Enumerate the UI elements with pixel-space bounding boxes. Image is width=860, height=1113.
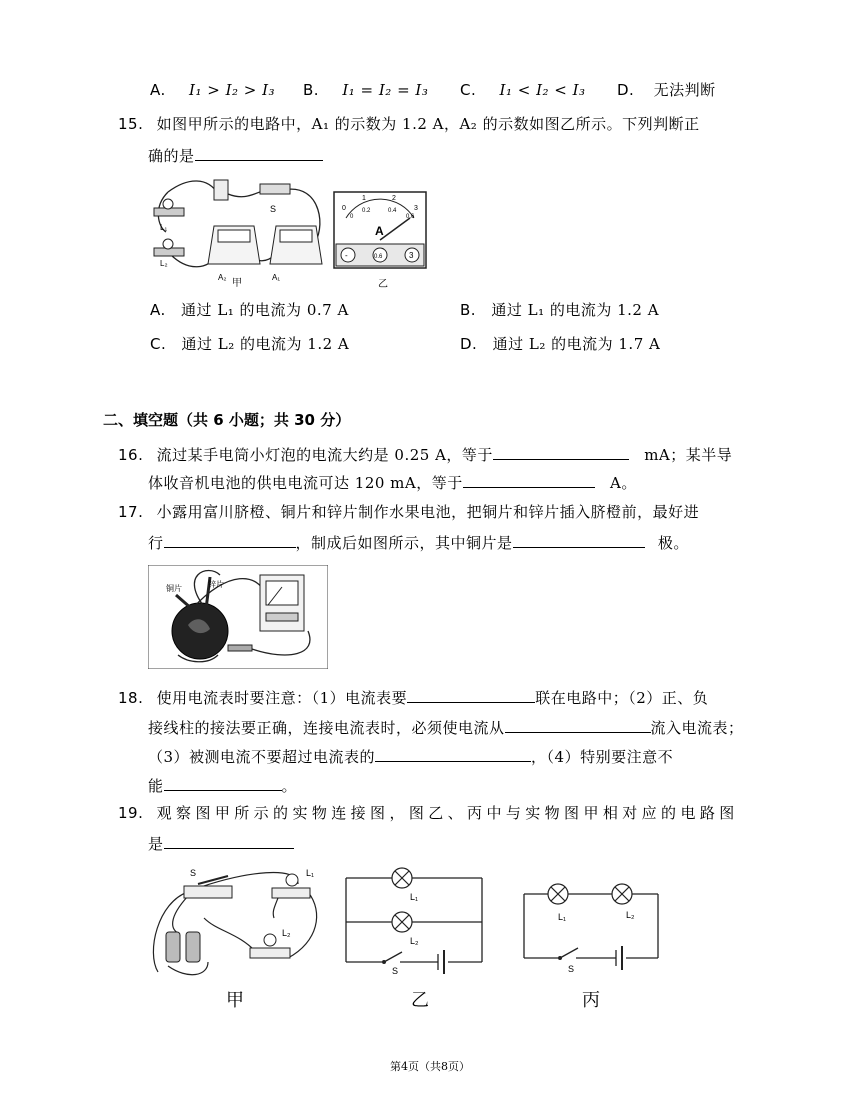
figure-label-jia: 甲 [226,990,244,1011]
question-text: 小露用富川脐橙、铜片和锌片制作水果电池，把铜片和锌片插入脐橙前，最好进 [156,503,700,521]
q15-option-a [150,300,349,320]
fig-label-s: S [392,966,399,976]
answer-blank[interactable] [164,531,296,548]
question-text: mA；某半导 [644,446,733,464]
question-text: 确的是 [148,147,195,165]
option-text: 通过 L₂ 的电流为 1.2 A [181,335,350,353]
fig-label-l2: L₂ [410,936,419,946]
meter-tick-bottom: 0 [350,214,354,220]
meter-tick-top: 1 [362,195,366,202]
q14-option-c [460,80,586,100]
option-text: I₁ < I₂ < I₃ [499,81,586,99]
answer-blank[interactable] [407,686,535,703]
question-text: （3）被测电流不要超过电流表的 [148,748,376,766]
meter-tick-bottom: 0.4 [388,208,397,214]
question-text: 极。 [657,534,689,552]
question-number: 19. [118,804,144,822]
fig-label-s: S [568,964,575,972]
question-text: 接线柱的接法要正确，连接电流表时，必须使电流从 [148,719,505,737]
option-text: 无法判断 [653,81,716,99]
question-number: 15. [118,115,144,133]
question-text: 联在电路中；（2）正、负 [535,689,709,707]
question-text: ，（4）特别要注意不 [531,748,674,766]
q14-option-d [617,80,716,100]
fig-label-a2: A₂ [218,273,227,282]
fig-label-l1: L₁ [306,868,315,878]
q18-line2 [148,716,744,738]
option-text: 通过 L₁ 的电流为 0.7 A [181,301,349,319]
fig-label-l2: L₂ [160,259,168,268]
fig-label-zinc: 锌片 [208,580,224,589]
answer-blank[interactable] [164,774,282,791]
option-text: 通过 L₂ 的电流为 1.7 A [492,335,661,353]
q16-line2 [148,471,637,493]
meter-tick-top: 0 [342,205,346,212]
q17-line2 [148,531,689,553]
q15-figure-jia [148,172,326,290]
fig-label-a1: A₁ [272,273,281,282]
q14-option-b [303,80,428,100]
q17-line1 [118,502,699,522]
option-key: D. [617,81,635,99]
question-text: A。 [610,474,637,492]
q18-line4 [148,774,297,796]
fig-label-copper: 铜片 [166,584,182,593]
answer-blank[interactable] [493,443,629,460]
q15-option-c [150,334,349,354]
question-text: 流过某手电筒小灯泡的电流大约是 0.25 A，等于 [156,446,493,464]
q18-line1 [118,686,708,708]
question-text: 如图甲所示的电路中，A₁ 的示数为 1.2 A，A₂ 的示数如图乙所示。下列判断正 [156,115,700,133]
q17-figure [148,565,328,669]
option-key: A. [150,81,166,99]
question-text: 行 [148,534,164,552]
fig-label-s: S [190,868,197,878]
q19-figure-bing [518,876,666,972]
meter-tick-top: 3 [414,205,418,212]
fig-label-l1: L₁ [410,892,419,902]
question-number: 18. [118,689,144,707]
fig-label-l2: L₂ [282,928,291,938]
figure-label-bing: 丙 [582,990,600,1011]
answer-blank[interactable] [513,531,645,548]
answer-blank[interactable] [375,745,531,762]
page-footer: 第4页（共8页） [390,1060,470,1073]
question-text: 使用电流表时要注意：（1）电流表要 [156,689,408,707]
option-key: B. [460,301,477,319]
option-key: D. [460,335,478,353]
option-text: I₁ > I₂ > I₃ [189,81,276,99]
answer-blank[interactable] [195,144,323,161]
q19-line2 [148,832,294,854]
q15-figure-yi [332,190,432,290]
option-key: C. [150,335,167,353]
option-text: I₁ = I₂ = I₃ [342,81,429,99]
question-text: 是 [148,835,164,853]
question-text: 观察图甲所示的实物连接图，图乙、丙中与实物图甲相对应的电路图 [156,804,739,822]
question-text: 能 [148,777,164,795]
section-title: 二、填空题（共 6 小题；共 30 分） [103,411,351,429]
meter-tick-bottom: 0.2 [362,208,371,214]
q16-line1 [118,443,732,465]
answer-blank[interactable] [505,716,651,733]
question-text: 体收音机电池的供电电流可达 120 mA，等于 [148,474,463,492]
answer-blank[interactable] [463,471,595,488]
meter-unit: A [375,224,384,238]
meter-tick-top: 2 [392,195,396,202]
q15-stem-line2 [148,144,323,166]
q19-figure-jia [148,862,328,982]
q15-option-b [460,300,659,320]
meter-terminal: 3 [409,251,414,260]
q15-option-d [460,334,660,354]
q18-line3 [148,745,673,767]
option-text: 通过 L₁ 的电流为 1.2 A [491,301,660,319]
figure-label-yi: 乙 [411,990,429,1011]
option-key: A. [150,301,166,319]
q19-figure-yi [340,866,490,976]
fig-label-s: S [270,204,277,214]
question-number: 17. [118,503,144,521]
fig-label-l2: L₂ [626,910,635,920]
q19-line1 [118,803,739,823]
answer-blank[interactable] [164,832,294,849]
option-key: C. [460,81,477,99]
fig-label-jia: 甲 [232,278,242,289]
option-key: B. [303,81,320,99]
question-text: 。 [281,777,298,795]
question-text: 流入电流表； [650,719,744,737]
meter-terminal: 0.6 [374,254,383,260]
meter-tick-bottom: 0.6 [406,214,415,220]
fig-label-l1: L₁ [160,223,168,232]
q15-stem-line1 [118,114,700,134]
fig-label-yi: 乙 [378,279,388,290]
q14-option-a [150,80,275,100]
question-number: 16. [118,446,144,464]
meter-terminal: - [345,251,348,260]
question-text: ，制成后如图所示，其中铜片是 [295,534,513,552]
fig-label-l1: L₁ [558,912,567,922]
